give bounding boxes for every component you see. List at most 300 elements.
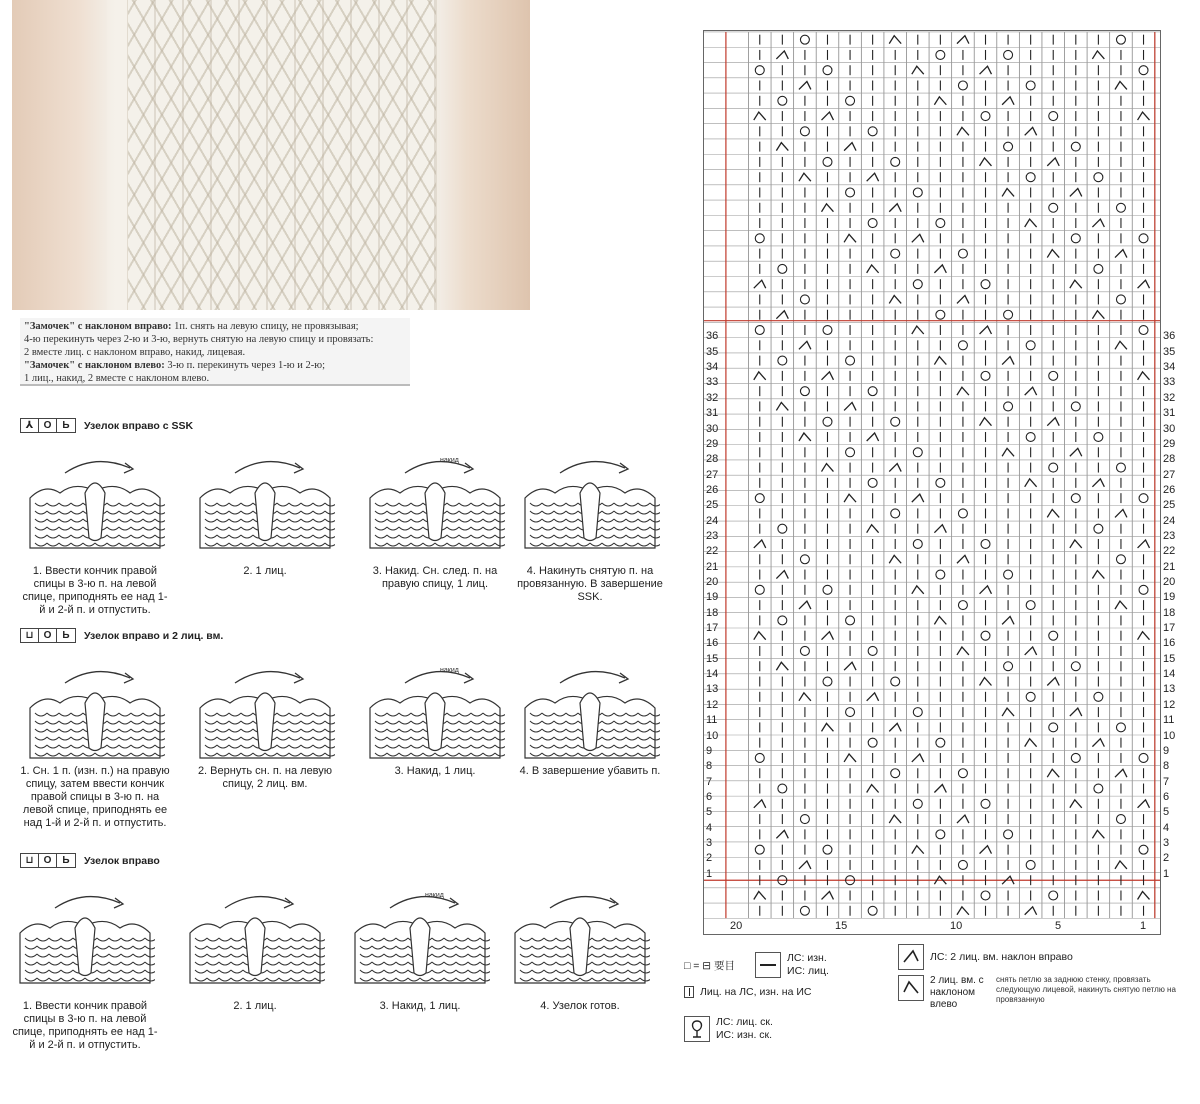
chart-mark [980,586,992,594]
chart-mark [799,341,811,349]
chart-mark [778,784,787,793]
knitting-chart [703,30,1161,935]
chart-mark [891,157,900,166]
chart-mark [957,295,969,303]
chart-mark [1139,845,1148,854]
chart-mark [1139,234,1148,243]
chart-mark [934,265,946,273]
chart-mark [1070,280,1082,288]
chart-mark [1026,692,1035,701]
chart-mark [755,845,764,854]
chart-mark [1116,203,1125,212]
chart-mark [934,785,946,793]
row-label-left: 22 [706,545,719,558]
chart-mark [754,372,766,380]
row-label-left: 10 [706,729,719,742]
chart-mark [1047,250,1059,258]
chart-mark [799,861,811,869]
chart-mark [1094,784,1103,793]
chart-mark [1002,616,1014,624]
chart-mark [889,555,901,563]
row-label-left: 29 [706,437,719,450]
chart-mark [867,785,879,793]
row-label: 24 [1163,514,1176,527]
chart-mark [934,616,946,624]
chart-mark [823,845,832,854]
chart-mark [776,830,788,838]
section-2-header [20,628,223,643]
chart-grid [703,30,1161,935]
chart-mark [1094,692,1103,701]
chart-mark [1092,219,1104,227]
chart-mark [913,540,922,549]
chart-mark [980,418,992,426]
row-label-left: 11 [706,714,718,727]
chart-mark [776,571,788,579]
chart-mark [755,326,764,335]
chart-mark [1004,142,1013,151]
chart-mark [1115,769,1127,777]
chart-mark [1070,708,1082,716]
step-caption: 1. Сн. 1 п. (изн. п.) на правую спицу, затем ввести кончик правой спицы в 3-ю п. на левой спице, приподнять ее над 1-й и 2-й п. и отпустить. [20,765,170,829]
chart-mark [1049,891,1058,900]
chart-mark [1002,188,1014,196]
chart-mark [800,35,809,44]
step-caption: 4. Накинуть снятую п. на провязанную. В завершение SSK. [517,565,663,603]
chart-mark [776,51,788,59]
row-label-left: 2 [706,852,713,865]
row-label: 21 [1163,560,1176,573]
row-label: 26 [1163,483,1176,496]
section-1-header [20,418,193,433]
chart-mark [1116,295,1125,304]
legend-k2tog-left: 2 лиц. вм. с наклоном влево снять петлю за заднюю стенку, провязать следующую лицевой, накинуть снятую петлю на провязанную [898,975,1196,1011]
row-label-left: 9 [706,744,713,757]
chart-mark [1004,310,1013,319]
chart-mark [958,81,967,90]
chart-mark [755,494,764,503]
row-label-left: 27 [706,468,719,481]
chart-mark [868,387,877,396]
chart-mark [800,127,809,136]
chart-mark [1094,524,1103,533]
chart-mark [1070,448,1082,456]
section-3-header [20,853,160,868]
chart-mark [1025,387,1037,395]
chart-mark [822,892,834,900]
chart-mark [936,478,945,487]
chart-mark [1071,753,1080,762]
chart-mark [1049,463,1058,472]
chart-mark [1025,907,1037,915]
row-label: 30 [1163,422,1176,435]
chart-mark [1004,570,1013,579]
section-3-symbol: ⊔ O Ь [20,853,76,868]
garment [127,0,437,310]
chart-mark [799,82,811,90]
chart-mark [1094,433,1103,442]
section-2-title: Узелок вправо и 2 лиц. вм. [84,629,224,642]
chart-mark [980,326,992,334]
step-illustration [15,878,155,988]
chart-mark [799,173,811,181]
col-label: 15 [835,920,848,932]
chart-mark [822,372,834,380]
chart-mark [957,815,969,823]
chart-mark [957,555,969,563]
row-label: 4 [1163,821,1170,834]
chart-mark [800,555,809,564]
chart-mark [799,693,811,701]
step-caption: 2. 1 лиц. [243,565,287,577]
chart-mark [1047,678,1059,686]
chart-mark [1115,601,1127,609]
chart-mark [1092,830,1104,838]
step-illustration [195,443,335,553]
chart-mark [1049,112,1058,121]
row-label-left: 4 [706,821,713,834]
chart-mark [778,616,787,625]
chart-mark [844,143,856,151]
chart-mark [936,830,945,839]
chart-mark [846,188,855,197]
chart-mark [1139,753,1148,762]
chart-mark [1115,341,1127,349]
chart-mark [957,36,969,44]
chart-mark [800,906,809,915]
step-illustration [520,653,660,763]
row-label: 6 [1163,790,1170,803]
chart-mark [754,892,766,900]
chart-mark [823,66,832,75]
step-note: накид [425,892,444,899]
chart-mark [936,50,945,59]
chart-mark [981,280,990,289]
chart-mark [868,738,877,747]
chart-mark [1138,280,1150,288]
chart-mark [913,799,922,808]
chart-mark [1070,540,1082,548]
chart-mark [1116,35,1125,44]
chart-mark [778,264,787,273]
chart-mark [867,693,879,701]
twisted-stitch-icon [684,1016,710,1042]
chart-mark [934,525,946,533]
chart-mark [867,433,879,441]
chart-mark [1116,723,1125,732]
chart-mark [934,357,946,365]
chart-mark [957,907,969,915]
chart-mark [889,295,901,303]
chart-mark [936,219,945,228]
chart-mark [1004,830,1013,839]
row-label-left: 24 [706,514,719,527]
chart-mark [1116,463,1125,472]
chart-mark [822,632,834,640]
legend-knit: Лиц. на ЛС, изн. на ИС [684,986,811,998]
row-label-left: 23 [706,529,719,542]
chart-mark [1138,892,1150,900]
chart-mark [754,632,766,640]
chart-mark [912,234,924,242]
chart-mark [1025,647,1037,655]
chart-mark [980,678,992,686]
row-label: 29 [1163,437,1176,450]
step-caption: 3. Накид, 1 лиц. [379,1000,461,1012]
chart-mark [846,448,855,457]
chart-mark [755,234,764,243]
chart-mark [868,478,877,487]
step-illustration [195,653,335,763]
row-label: 14 [1163,668,1176,681]
row-label: 32 [1163,391,1176,404]
row-label-left: 1 [706,867,713,880]
legend-k2tog-right: ЛС: 2 лиц. вм. наклон вправо [898,944,1073,970]
chart-mark [754,280,766,288]
chart-mark [1002,97,1014,105]
chart-mark [891,677,900,686]
chart-mark [776,311,788,319]
chart-mark [1047,158,1059,166]
row-label-left: 17 [706,622,719,635]
row-label: 28 [1163,453,1176,466]
chart-mark [891,249,900,258]
chart-mark [844,662,856,670]
row-label-left: 31 [706,407,719,420]
chart-mark [778,96,787,105]
chart-mark [980,846,992,854]
row-label-left: 35 [706,345,719,358]
chart-mark [1138,540,1150,548]
chart-mark [912,66,924,74]
row-label: 11 [1163,714,1175,727]
row-label: 20 [1163,576,1176,588]
chart-mark [958,601,967,610]
section-1-title: Узелок вправо с SSK [84,419,194,432]
chart-mark [913,280,922,289]
chart-mark [1049,203,1058,212]
chart-mark [1071,494,1080,503]
step-illustration [365,653,505,763]
step-note: накид [440,667,459,674]
row-label-left: 25 [706,499,719,512]
chart-mark [822,112,834,120]
step-illustration [520,443,660,553]
row-label: 2 [1163,852,1170,865]
chart-mark [755,753,764,762]
row-label: 18 [1163,606,1176,619]
lock-stitch-notes: "Замочек" с наклоном вправо: 1п. снять на левую спицу, не провязывая; 4-ю перекинуть через 2-ю и 3-ю, вернуть снятую на левую спицу и провязать: 2 вместе лиц. с наклоном вправо, накид, лицевая. "Замочек" с наклоном влево: 3-ю п. перекинуть через 1-ю и 2-ю; 1 лиц., накид, 2 вместе с наклоном влево. [20,318,410,386]
chart-mark [822,204,834,212]
chart-mark [1115,82,1127,90]
row-label-left: 32 [706,391,719,404]
row-label: 19 [1163,591,1176,604]
chart-mark [981,891,990,900]
purl-cell-icon [755,952,781,978]
chart-mark [1138,632,1150,640]
chart-mark [1002,357,1014,365]
chart-mark [936,570,945,579]
row-label-left: 26 [706,483,719,496]
step-illustration [25,443,165,553]
section-1-symbol: ⅄ O Ь [20,418,76,433]
step-note: накид [440,457,459,464]
row-label-left: 16 [706,637,719,650]
chart-mark [867,525,879,533]
chart-mark [913,448,922,457]
row-label: 1 [1163,867,1170,880]
chart-mark [1092,571,1104,579]
chart-mark [889,204,901,212]
chart-mark [891,769,900,778]
chart-mark [1004,662,1013,671]
chart-mark [912,846,924,854]
chart-mark [1026,860,1035,869]
section-3-title: Узелок вправо [84,854,160,867]
row-label-left: 12 [706,698,719,711]
chart-mark [800,815,809,824]
chart-mark [846,356,855,365]
right-arm [440,0,530,310]
chart-mark [1116,815,1125,824]
chart-mark [1070,800,1082,808]
chart-mark [1071,234,1080,243]
chart-mark [799,433,811,441]
chart-mark [844,754,856,762]
row-label: 33 [1163,376,1176,389]
chart-mark [868,906,877,915]
step-caption: 1. Ввести кончик правой спицы в 3-ю п. на левой спице, приподнять ее над 1-й и 2-й п. и отпустить. [22,565,168,616]
chart-mark [936,738,945,747]
row-label-left: 7 [706,775,713,788]
step-caption: 4. Узелок готов. [540,1000,620,1012]
step-illustration [365,443,505,553]
chart-mark [844,494,856,502]
row-label-left: 21 [706,560,719,573]
chart-mark [1026,81,1035,90]
chart-mark [889,464,901,472]
chart-mark [844,402,856,410]
chart-mark [1138,800,1150,808]
chart-mark [1092,739,1104,747]
chart-mark [1025,479,1037,487]
chart-mark [1049,371,1058,380]
chart-mark [958,769,967,778]
chart-mark [823,677,832,686]
step-caption: 3. Накид. Сн. след. п. на правую спицу, 1 лиц. [372,565,498,590]
row-label: 35 [1163,345,1176,358]
chart-mark [1094,264,1103,273]
chart-mark [981,540,990,549]
col-label: 1 [1140,920,1147,932]
row-label-left: 19 [706,591,719,604]
chart-mark [1026,601,1035,610]
row-label-left: 6 [706,790,713,803]
chart-mark [958,249,967,258]
chart-mark [823,417,832,426]
col-label: 10 [950,920,963,932]
chart-mark [912,326,924,334]
chart-mark [958,509,967,518]
chart-mark [867,265,879,273]
chart-mark [868,127,877,136]
chart-mark [1071,662,1080,671]
chart-mark [778,356,787,365]
chart-mark [958,341,967,350]
chart-mark [755,585,764,594]
row-label-left: 20 [706,576,719,588]
chart-mark [981,371,990,380]
chart-mark [1002,708,1014,716]
row-label: 5 [1163,806,1170,819]
row-label: 15 [1163,652,1176,665]
knit-cell-icon [684,986,694,998]
section-2-symbol: ⊔ O Ь [20,628,76,643]
row-label-left: 33 [706,376,719,389]
chart-mark [776,143,788,151]
chart-mark [1115,509,1127,517]
step-caption: 1. Ввести кончик правой спицы в 3-ю п. на левой спице, приподнять ее над 1-й и 2-й п. и отпустить. [12,1000,158,1051]
step-caption: 4. В завершение убавить п. [519,765,661,777]
chart-mark [1002,448,1014,456]
row-label: 3 [1163,836,1170,849]
row-label: 36 [1163,330,1176,343]
chart-mark [981,112,990,121]
chart-mark [754,800,766,808]
legend-twisted: ЛС: лиц. ск. ИС: изн. ск. [684,1016,786,1042]
lace-texture [128,0,436,310]
chart-mark [958,860,967,869]
chart-mark [823,157,832,166]
chart-mark [889,815,901,823]
chart-mark [912,754,924,762]
chart-mark [1138,112,1150,120]
chart-mark [822,723,834,731]
chart-mark [889,723,901,731]
col-label: 5 [1055,920,1062,932]
chart-mark [1115,250,1127,258]
chart-mark [776,662,788,670]
row-label-left: 3 [706,836,713,849]
chart-mark [1047,769,1059,777]
chart-mark [891,417,900,426]
chart-mark [980,66,992,74]
chart-mark [823,326,832,335]
chart-mark [1139,585,1148,594]
chart-mark [891,509,900,518]
chart-mark [755,66,764,75]
chart-mark [1071,402,1080,411]
chart-mark [1004,50,1013,59]
chart-mark [1139,326,1148,335]
row-label: 10 [1163,729,1176,742]
step-illustration [25,653,165,763]
chart-mark [957,127,969,135]
chart-mark [1026,433,1035,442]
chart-mark [823,585,832,594]
chart-mark [846,96,855,105]
chart-mark [980,158,992,166]
chart-mark [754,540,766,548]
legend-empty-eq: □ = ⊟ 要目 ЛС: изн. ИС: лиц. [684,952,829,977]
row-label-left: 30 [706,422,719,435]
col-label: 20 [730,920,743,932]
row-label: 12 [1163,698,1176,711]
step-illustration [510,878,650,988]
chart-mark [1139,494,1148,503]
row-label: 9 [1163,744,1170,757]
chart-mark [776,402,788,410]
